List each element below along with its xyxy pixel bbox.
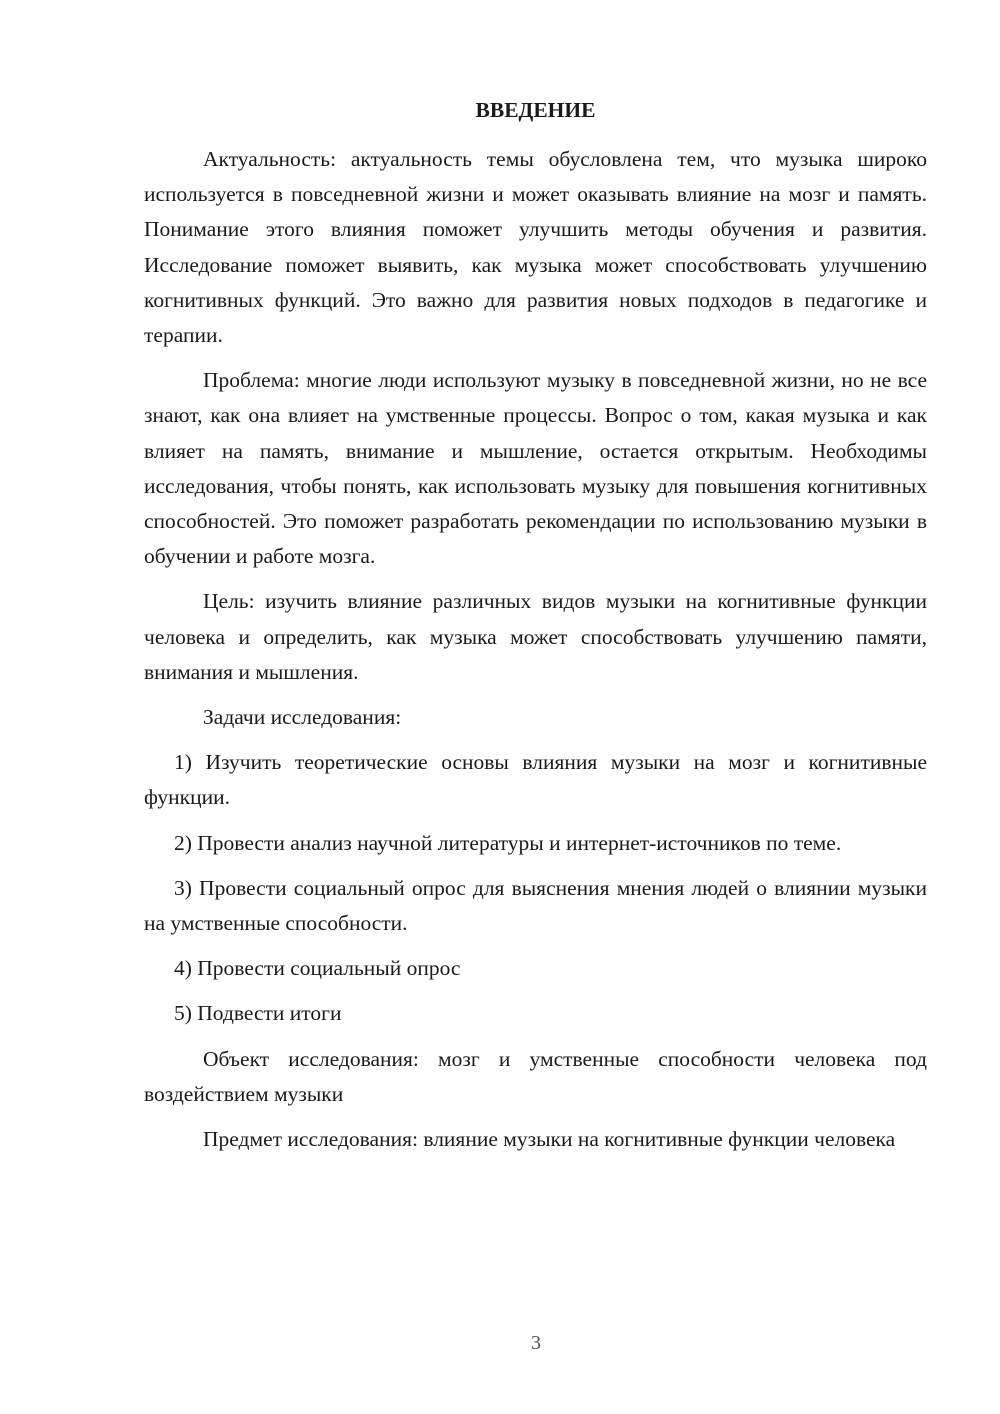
task-item-2: 2) Провести анализ научной литературы и интернет-источников по теме. <box>174 830 842 855</box>
tasks-heading: Задачи исследования: <box>203 705 402 730</box>
paragraph-relevance: Актуальность: актуальность темы обусловлена тем, что музыка широко используется в повседневной жизни и может оказывать влияние на мозг и память. Понимание этого влияния поможет улучшить методы обучения и развития. Исследование поможет выявить, как музыка может способствовать улучшению когнитивных функций. Это важно для развития новых подходов в педагогике и терапии. <box>144 147 927 348</box>
task-item-1: 1) Изучить теоретические основы влияния музыки на мозг и когнитивные функции. <box>144 750 927 810</box>
task-item-3: 3) Провести социальный опрос для выяснения мнения людей о влиянии музыки на умственные способности. <box>144 875 927 936</box>
paragraph-object: Объект исследования: мозг и умственные способности человека под воздействием музыки <box>144 1046 927 1106</box>
task-item-4: 4) Провести социальный опрос <box>174 956 461 981</box>
task-item-5: 5) Подвести итоги <box>174 1001 342 1026</box>
page-title: ВВЕДЕНИЕ <box>475 98 596 122</box>
page-number: 3 <box>531 1332 541 1354</box>
paragraph-goal: Цель: изучить влияние различных видов музыки на когнитивные функции человека и определить, как музыка может способствовать улучшению памяти, внимания и мышления. <box>144 589 927 684</box>
paragraph-problem: Проблема: многие люди используют музыку в повседневной жизни, но не все знают, как она влияет на умственные процессы. Вопрос о том, какая музыка и как влияет на память, внимание и мышление, остается открытым. Необходимы исследования, чтобы понять, как использовать музыку для повышения когнитивных способностей. Это поможет разработать рекомендации по использованию музыки в обучении и работе мозга. <box>144 368 927 569</box>
page-content <box>144 90 927 1167</box>
paragraph-subject: Предмет исследования: влияние музыки на когнитивные функции человека <box>203 1127 896 1152</box>
